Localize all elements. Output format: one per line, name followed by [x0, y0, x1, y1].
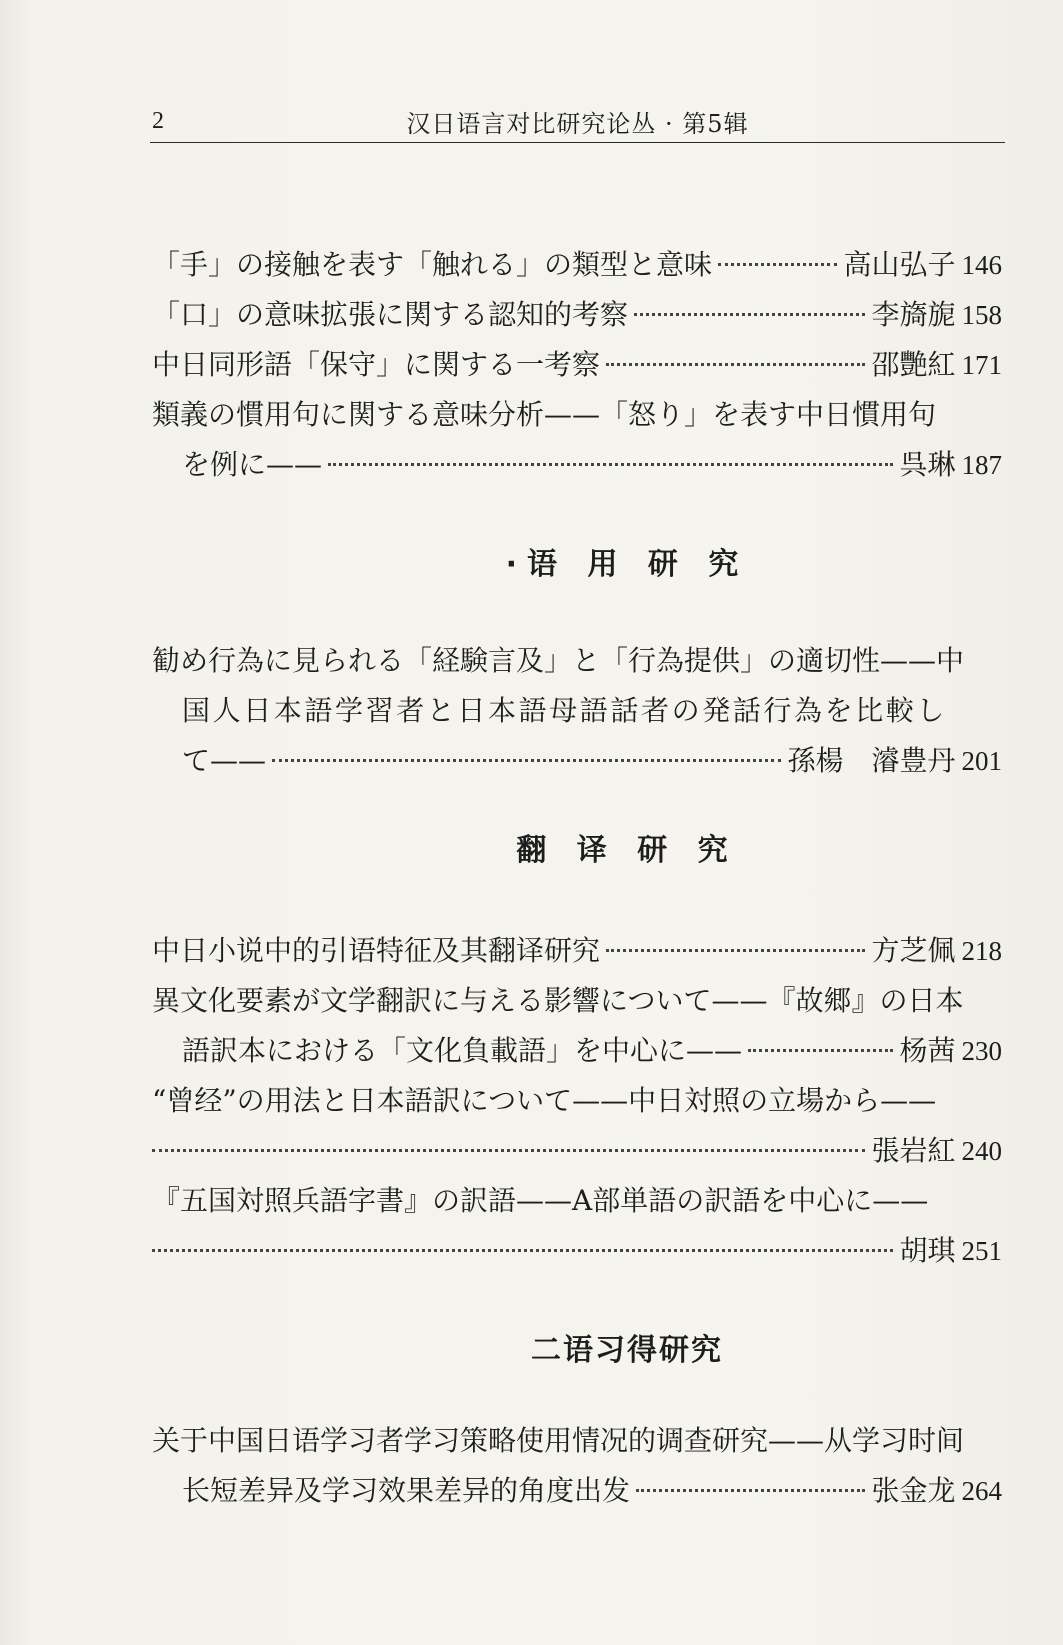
entry-page: 158	[961, 300, 1002, 330]
entry-author: 邵艷紅	[871, 348, 956, 381]
dot-leader	[606, 363, 865, 366]
toc-entry	[152, 1416, 1002, 1516]
entry-title: 中日同形語「保守」に関する一考察	[152, 348, 601, 381]
toc-entry	[152, 926, 1002, 976]
entry-title: 「口」の意味拡張に関する認知的考察	[152, 298, 629, 331]
toc-entry	[152, 976, 1002, 1076]
entry-page: 251	[961, 1236, 1002, 1266]
entry-title-line1: 勧め行為に見られる「経験言及」と「行為提供」の適切性——中	[152, 644, 965, 677]
entry-title: 「手」の接触を表す「触れる」の類型と意味	[152, 248, 713, 281]
entry-author: 胡琪	[899, 1234, 956, 1267]
entry-page: 201	[961, 746, 1002, 776]
dot-leader	[634, 313, 865, 316]
dot-leader	[152, 1149, 865, 1152]
section-title-acquisition: 二语习得研究	[531, 1333, 723, 1368]
entry-page: 264	[961, 1476, 1002, 1506]
entry-author: 呉琳	[899, 448, 956, 481]
entry-page: 187	[961, 450, 1002, 480]
table-of-contents	[152, 240, 1002, 1516]
entry-title-line2: を例に——	[182, 448, 323, 481]
dot-leader	[328, 463, 893, 466]
entry-title-line2: 国人日本語学習者と日本語母語話者の発話行為を比較し	[182, 694, 948, 727]
dot-leader	[748, 1049, 893, 1052]
section-title-pragmatics: ·语 用 研 究	[505, 547, 749, 582]
running-head	[150, 96, 1005, 143]
toc-entry	[152, 390, 1002, 490]
entry-page: 146	[961, 250, 1002, 280]
dot-leader	[152, 1249, 893, 1252]
entry-page: 218	[961, 936, 1002, 966]
dot-leader	[272, 759, 781, 762]
entry-author: 杨茜	[899, 1034, 956, 1067]
entry-title-line1: 关于中国日语学习者学习策略使用情况的调查研究——从学习时间	[152, 1424, 965, 1457]
toc-entry	[152, 290, 1002, 340]
entry-title-line1: “曾经”の用法と日本語訳について——中日対照の立場から——	[152, 1084, 937, 1117]
toc-entry	[152, 1176, 1002, 1276]
entry-title-line1: 『五国対照兵語字書』の訳語——A部単語の訳語を中心に——	[152, 1184, 929, 1217]
entry-page: 240	[961, 1136, 1002, 1166]
dot-leader	[718, 263, 837, 266]
dot-leader	[636, 1489, 865, 1492]
entry-page: 230	[961, 1036, 1002, 1066]
entry-author: 方芝佩	[871, 934, 956, 967]
toc-entry	[152, 636, 1002, 786]
book-title: 汉日语言对比研究论丛 · 第5辑	[406, 110, 749, 138]
entry-title: 中日小说中的引语特征及其翻译研究	[152, 934, 601, 967]
entry-title-line1: 類義の慣用句に関する意味分析——「怒り」を表す中日慣用句	[152, 398, 937, 431]
toc-entry	[152, 1076, 1002, 1176]
entry-author: 高山弘子	[843, 248, 956, 281]
entry-author: 张金龙	[871, 1474, 956, 1507]
entry-page: 171	[961, 350, 1002, 380]
dot-leader	[606, 949, 865, 952]
entry-author: 張岩紅	[871, 1134, 956, 1167]
entry-title-line3: て——	[182, 744, 267, 777]
entry-title-line2: 长短差异及学习效果差异的角度出发	[182, 1474, 631, 1507]
entry-author: 孫楊 濬豊丹	[787, 744, 956, 777]
entry-title-line2: 語訳本における「文化負載語」を中心に——	[182, 1034, 743, 1067]
entry-title-line1: 異文化要素が文学翻訳に与える影響について——『故郷』の日本	[152, 984, 964, 1017]
entry-author: 李旖旎	[871, 298, 956, 331]
toc-entry	[152, 340, 1002, 390]
toc-entry	[152, 240, 1002, 290]
page-number: 2	[152, 108, 164, 134]
section-title-translation: 翻 译 研 究	[516, 833, 738, 868]
